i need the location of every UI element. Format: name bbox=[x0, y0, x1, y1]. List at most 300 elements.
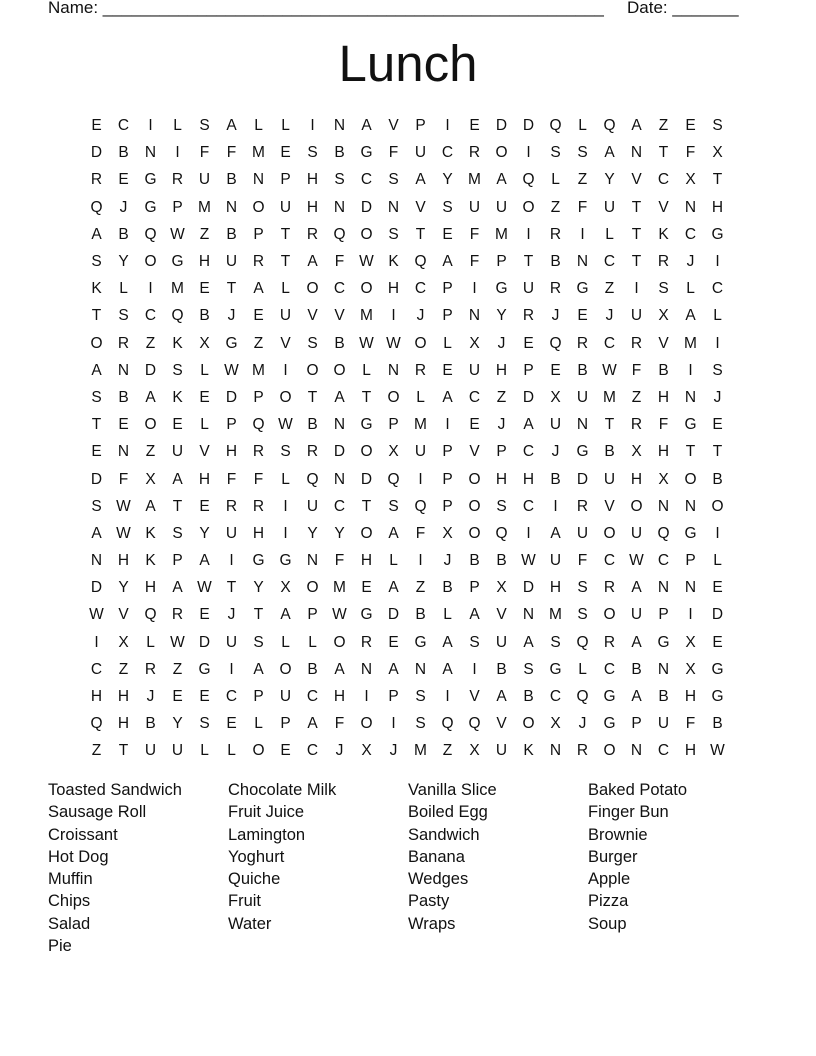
grid-letter: V bbox=[631, 171, 642, 189]
grid-letter: H bbox=[387, 280, 400, 298]
grid-letter: N bbox=[387, 361, 400, 379]
grid-letter: R bbox=[252, 443, 265, 461]
grid-letter: S bbox=[334, 171, 345, 189]
grid-letter: D bbox=[90, 579, 103, 597]
grid-letter: D bbox=[576, 470, 589, 488]
grid-letter: B bbox=[631, 660, 642, 678]
grid-letter: I bbox=[688, 606, 693, 624]
grid-letter: O bbox=[468, 470, 481, 488]
grid-letter: T bbox=[226, 579, 237, 597]
grid-letter: A bbox=[604, 144, 615, 162]
grid-letter: R bbox=[171, 606, 184, 624]
grid-letter: J bbox=[551, 307, 560, 325]
grid-letter: S bbox=[415, 715, 426, 733]
grid-letter: I bbox=[283, 524, 288, 542]
grid-letter: B bbox=[334, 334, 345, 352]
word-list-item: Banana bbox=[408, 847, 465, 866]
grid-letter: H bbox=[495, 470, 508, 488]
grid-letter: O bbox=[144, 416, 157, 434]
grid-letter: N bbox=[333, 470, 346, 488]
grid-letter: Q bbox=[495, 524, 508, 542]
grid-letter: E bbox=[253, 307, 264, 325]
word-list-item: Salad bbox=[48, 914, 91, 933]
grid-letter: S bbox=[118, 307, 129, 325]
grid-letter: V bbox=[118, 606, 129, 624]
grid-letter: K bbox=[523, 742, 534, 760]
grid-letter: Q bbox=[522, 171, 535, 189]
grid-letter: U bbox=[171, 443, 184, 461]
grid-letter: X bbox=[685, 171, 696, 189]
grid-letter: O bbox=[711, 497, 724, 515]
grid-letter: P bbox=[442, 443, 453, 461]
grid-letter: G bbox=[603, 715, 616, 733]
grid-letter: Z bbox=[91, 742, 102, 760]
grid-letter: V bbox=[469, 688, 480, 706]
grid-letter: C bbox=[603, 334, 616, 352]
grid-letter: O bbox=[306, 280, 319, 298]
grid-letter: C bbox=[306, 688, 319, 706]
grid-letter: G bbox=[360, 144, 373, 162]
grid-letter: I bbox=[364, 688, 369, 706]
grid-letter: T bbox=[523, 253, 534, 271]
grid-letter: Z bbox=[145, 443, 156, 461]
grid-letter: T bbox=[415, 225, 426, 243]
grid-letter: T bbox=[712, 443, 723, 461]
grid-letter: L bbox=[281, 280, 290, 298]
grid-row bbox=[83, 710, 731, 737]
word-list bbox=[48, 779, 768, 957]
grid-letter: I bbox=[526, 225, 531, 243]
grid-letter: E bbox=[712, 633, 723, 651]
grid-letter: H bbox=[711, 198, 724, 216]
grid-letter: H bbox=[117, 715, 130, 733]
grid-letter: H bbox=[495, 361, 508, 379]
word-list-item: Wedges bbox=[408, 870, 469, 889]
grid-letter: P bbox=[685, 552, 696, 570]
grid-letter: A bbox=[631, 633, 642, 651]
grid-letter: R bbox=[225, 497, 238, 515]
grid-letter: O bbox=[603, 606, 616, 624]
grid-letter: A bbox=[280, 606, 291, 624]
grid-letter: Q bbox=[144, 225, 157, 243]
grid-letter: W bbox=[170, 633, 185, 651]
grid-letter: B bbox=[145, 715, 156, 733]
grid-letter: T bbox=[361, 497, 372, 515]
grid-letter: A bbox=[496, 171, 507, 189]
grid-letter: A bbox=[442, 660, 453, 678]
grid-letter: I bbox=[715, 253, 720, 271]
grid-letter: S bbox=[91, 388, 102, 406]
grid-letter: I bbox=[229, 552, 234, 570]
grid-letter: L bbox=[227, 742, 236, 760]
grid-letter: Z bbox=[442, 742, 453, 760]
grid-letter: A bbox=[496, 688, 507, 706]
grid-letter: I bbox=[472, 660, 477, 678]
grid-letter: P bbox=[253, 388, 264, 406]
grid-letter: W bbox=[359, 334, 374, 352]
grid-letter: Z bbox=[118, 660, 129, 678]
grid-letter: O bbox=[360, 715, 373, 733]
grid-letter: B bbox=[334, 144, 345, 162]
grid-letter: M bbox=[414, 742, 427, 760]
grid-letter: C bbox=[468, 388, 481, 406]
grid-row bbox=[83, 601, 731, 628]
grid-letter: S bbox=[388, 171, 399, 189]
grid-letter: W bbox=[116, 524, 131, 542]
grid-letter: F bbox=[658, 416, 669, 434]
grid-letter: I bbox=[445, 688, 450, 706]
grid-letter: Y bbox=[118, 253, 129, 271]
grid-letter: M bbox=[252, 361, 265, 379]
grid-letter: W bbox=[359, 253, 374, 271]
grid-letter: A bbox=[523, 633, 534, 651]
grid-letter: I bbox=[391, 715, 396, 733]
grid-letter: S bbox=[307, 144, 318, 162]
word-list-item: Muffin bbox=[48, 870, 93, 889]
grid-letter: D bbox=[360, 198, 373, 216]
grid-letter: G bbox=[414, 633, 427, 651]
grid-letter: C bbox=[225, 688, 238, 706]
grid-letter: S bbox=[577, 144, 588, 162]
grid-letter: T bbox=[712, 171, 723, 189]
grid-letter: C bbox=[603, 552, 616, 570]
grid-letter: A bbox=[388, 579, 399, 597]
grid-letter: R bbox=[522, 307, 535, 325]
grid-letter: Z bbox=[658, 117, 669, 135]
grid-letter: W bbox=[629, 552, 644, 570]
grid-letter: E bbox=[712, 579, 723, 597]
grid-letter: R bbox=[468, 144, 481, 162]
word-list-item: Quiche bbox=[228, 870, 281, 889]
grid-letter: G bbox=[360, 606, 373, 624]
grid-letter: X bbox=[712, 144, 723, 162]
grid-letter: M bbox=[684, 334, 697, 352]
grid-letter: D bbox=[522, 388, 535, 406]
grid-letter: G bbox=[549, 660, 562, 678]
grid-letter: U bbox=[576, 388, 589, 406]
grid-letter: T bbox=[226, 280, 237, 298]
grid-row bbox=[83, 302, 731, 329]
grid-letter: P bbox=[631, 715, 642, 733]
grid-letter: H bbox=[549, 579, 562, 597]
grid-row bbox=[83, 465, 731, 492]
grid-letter: B bbox=[307, 416, 318, 434]
grid-letter: O bbox=[333, 633, 346, 651]
grid-letter: I bbox=[634, 280, 639, 298]
word-column bbox=[48, 779, 228, 957]
grid-letter: V bbox=[280, 334, 291, 352]
grid-letter: G bbox=[360, 416, 373, 434]
grid-letter: A bbox=[172, 470, 183, 488]
grid-letter: O bbox=[252, 198, 265, 216]
grid-letter: U bbox=[198, 171, 211, 189]
grid-letter: E bbox=[442, 361, 453, 379]
grid-letter: F bbox=[631, 361, 642, 379]
grid-letter: B bbox=[415, 606, 426, 624]
grid-letter: M bbox=[333, 579, 346, 597]
grid-letter: E bbox=[685, 117, 696, 135]
grid-letter: N bbox=[90, 552, 103, 570]
grid-letter: J bbox=[227, 307, 236, 325]
grid-letter: I bbox=[418, 552, 423, 570]
grid-letter: L bbox=[713, 552, 722, 570]
grid-letter: W bbox=[386, 334, 401, 352]
grid-letter: U bbox=[144, 742, 157, 760]
grid-letter: C bbox=[657, 552, 670, 570]
grid-letter: B bbox=[442, 579, 453, 597]
grid-letter: A bbox=[442, 388, 453, 406]
grid-letter: D bbox=[198, 633, 211, 651]
grid-letter: K bbox=[145, 524, 156, 542]
grid-letter: R bbox=[360, 633, 373, 651]
grid-letter: P bbox=[658, 606, 669, 624]
grid-letter: L bbox=[281, 117, 290, 135]
grid-letter: I bbox=[283, 497, 288, 515]
word-list-item: Baked Potato bbox=[588, 781, 688, 799]
grid-letter: X bbox=[685, 660, 696, 678]
grid-letter: Z bbox=[145, 334, 156, 352]
grid-letter: O bbox=[306, 579, 319, 597]
grid-letter: N bbox=[414, 660, 427, 678]
grid-letter: F bbox=[199, 144, 210, 162]
grid-letter: G bbox=[684, 524, 697, 542]
grid-letter: K bbox=[172, 334, 183, 352]
grid-letter: F bbox=[685, 715, 696, 733]
grid-letter: L bbox=[686, 280, 695, 298]
grid-letter: H bbox=[630, 470, 643, 488]
grid-letter: I bbox=[229, 660, 234, 678]
grid-letter: I bbox=[688, 361, 693, 379]
grid-letter: R bbox=[252, 497, 265, 515]
grid-letter: Y bbox=[334, 524, 345, 542]
grid-letter: C bbox=[522, 443, 535, 461]
word-list-item: Brownie bbox=[588, 825, 648, 844]
grid-letter: H bbox=[144, 579, 157, 597]
grid-letter: F bbox=[388, 144, 399, 162]
grid-letter: U bbox=[279, 307, 292, 325]
grid-letter: Y bbox=[496, 307, 507, 325]
grid-letter: R bbox=[414, 361, 427, 379]
grid-letter: V bbox=[199, 443, 210, 461]
grid-letter: O bbox=[360, 280, 373, 298]
grid-letter: N bbox=[684, 198, 697, 216]
grid-letter: Z bbox=[631, 388, 642, 406]
grid-row bbox=[83, 737, 731, 764]
grid-letter: G bbox=[576, 443, 589, 461]
grid-letter: A bbox=[469, 606, 480, 624]
grid-letter: S bbox=[280, 443, 291, 461]
grid-row bbox=[83, 139, 731, 166]
grid-letter: O bbox=[468, 497, 481, 515]
grid-letter: C bbox=[144, 307, 157, 325]
grid-letter: C bbox=[90, 660, 103, 678]
grid-letter: I bbox=[148, 280, 153, 298]
grid-letter: R bbox=[576, 497, 589, 515]
grid-letter: Q bbox=[333, 225, 346, 243]
grid-letter: D bbox=[495, 117, 508, 135]
grid-letter: Z bbox=[496, 388, 507, 406]
grid-letter: H bbox=[306, 171, 319, 189]
grid-letter: H bbox=[522, 470, 535, 488]
grid-letter: J bbox=[713, 388, 722, 406]
grid-letter: Q bbox=[576, 688, 589, 706]
grid-letter: L bbox=[254, 715, 263, 733]
grid-letter: Z bbox=[550, 198, 561, 216]
grid-letter: G bbox=[279, 552, 292, 570]
grid-letter: A bbox=[199, 552, 210, 570]
grid-letter: U bbox=[522, 280, 535, 298]
grid-letter: H bbox=[333, 688, 346, 706]
grid-letter: U bbox=[225, 524, 238, 542]
grid-letter: B bbox=[550, 470, 561, 488]
grid-letter: L bbox=[443, 606, 452, 624]
grid-letter: P bbox=[415, 117, 426, 135]
grid-letter: Y bbox=[307, 524, 318, 542]
grid-letter: R bbox=[90, 171, 103, 189]
grid-letter: N bbox=[576, 253, 589, 271]
grid-letter: N bbox=[657, 660, 670, 678]
grid-letter: X bbox=[631, 443, 642, 461]
grid-letter: N bbox=[225, 198, 238, 216]
grid-letter: U bbox=[414, 144, 427, 162]
grid-row bbox=[83, 493, 731, 520]
grid-letter: X bbox=[361, 742, 372, 760]
grid-letter: F bbox=[118, 470, 129, 488]
grid-letter: U bbox=[495, 633, 508, 651]
grid-letter: E bbox=[469, 117, 480, 135]
grid-letter: S bbox=[415, 688, 426, 706]
grid-letter: H bbox=[198, 470, 211, 488]
grid-letter: E bbox=[199, 497, 210, 515]
grid-letter: A bbox=[388, 524, 399, 542]
grid-letter: L bbox=[200, 742, 209, 760]
grid-letter: O bbox=[468, 524, 481, 542]
grid-row bbox=[83, 683, 731, 710]
grid-letter: R bbox=[549, 225, 562, 243]
grid-letter: S bbox=[172, 524, 183, 542]
grid-letter: C bbox=[549, 688, 562, 706]
grid-letter: H bbox=[306, 198, 319, 216]
grid-letter: E bbox=[523, 334, 534, 352]
grid-letter: C bbox=[360, 171, 373, 189]
grid-letter: A bbox=[388, 660, 399, 678]
grid-letter: O bbox=[414, 334, 427, 352]
grid-letter: G bbox=[252, 552, 265, 570]
grid-letter: V bbox=[496, 606, 507, 624]
grid-letter: B bbox=[469, 552, 480, 570]
grid-letter: T bbox=[280, 225, 291, 243]
grid-letter: Y bbox=[442, 171, 453, 189]
grid-letter: T bbox=[631, 253, 642, 271]
grid-letter: A bbox=[172, 579, 183, 597]
grid-letter: X bbox=[118, 633, 129, 651]
grid-letter: T bbox=[253, 606, 264, 624]
grid-letter: S bbox=[199, 117, 210, 135]
grid-letter: I bbox=[715, 334, 720, 352]
grid-letter: L bbox=[416, 388, 425, 406]
word-list-item: Chips bbox=[48, 892, 91, 911]
grid-letter: N bbox=[684, 388, 697, 406]
grid-letter: D bbox=[522, 117, 535, 135]
grid-letter: A bbox=[91, 225, 102, 243]
grid-letter: E bbox=[118, 416, 129, 434]
grid-letter: W bbox=[89, 606, 104, 624]
grid-letter: Q bbox=[90, 198, 103, 216]
word-list-item: Burger bbox=[588, 847, 638, 866]
word-list-item: Hot Dog bbox=[48, 847, 109, 866]
grid-letter: N bbox=[630, 742, 643, 760]
grid-letter: F bbox=[469, 253, 480, 271]
grid-row bbox=[83, 112, 731, 139]
grid-letter: W bbox=[521, 552, 536, 570]
grid-letter: R bbox=[306, 443, 319, 461]
grid-letter: D bbox=[144, 361, 157, 379]
grid-letter: Q bbox=[306, 470, 319, 488]
grid-letter: G bbox=[711, 660, 724, 678]
grid-letter: G bbox=[711, 688, 724, 706]
grid-letter: E bbox=[577, 307, 588, 325]
grid-letter: S bbox=[307, 334, 318, 352]
grid-letter: C bbox=[333, 280, 346, 298]
grid-letter: A bbox=[631, 579, 642, 597]
grid-letter: L bbox=[308, 633, 317, 651]
grid-letter: C bbox=[414, 280, 427, 298]
grid-letter: O bbox=[360, 524, 373, 542]
word-list-item: Vanilla Slice bbox=[408, 781, 497, 799]
grid-letter: S bbox=[172, 361, 183, 379]
grid-letter: B bbox=[496, 660, 507, 678]
grid-letter: R bbox=[144, 660, 157, 678]
grid-letter: S bbox=[388, 497, 399, 515]
grid-letter: Q bbox=[603, 117, 616, 135]
grid-letter: S bbox=[712, 117, 723, 135]
grid-letter: N bbox=[468, 307, 481, 325]
word-list-item: Water bbox=[228, 914, 272, 933]
grid-letter: O bbox=[360, 225, 373, 243]
grid-letter: J bbox=[335, 742, 344, 760]
grid-letter: A bbox=[145, 497, 156, 515]
grid-letter: J bbox=[416, 307, 425, 325]
grid-letter: I bbox=[580, 225, 585, 243]
grid-letter: F bbox=[577, 198, 588, 216]
grid-row bbox=[83, 547, 731, 574]
grid-letter: I bbox=[310, 117, 315, 135]
word-list-item: Sausage Roll bbox=[48, 803, 147, 822]
grid-letter: F bbox=[334, 552, 345, 570]
grid-letter: U bbox=[549, 552, 562, 570]
grid-letter: Q bbox=[414, 253, 427, 271]
grid-letter: O bbox=[252, 742, 265, 760]
grid-letter: K bbox=[658, 225, 669, 243]
grid-letter: T bbox=[631, 225, 642, 243]
grid-letter: Z bbox=[604, 280, 615, 298]
grid-letter: F bbox=[334, 253, 345, 271]
grid-row bbox=[83, 574, 731, 601]
grid-letter: B bbox=[577, 361, 588, 379]
grid-letter: H bbox=[90, 688, 103, 706]
grid-letter: O bbox=[522, 715, 535, 733]
grid-letter: L bbox=[281, 633, 290, 651]
grid-letter: Q bbox=[414, 497, 427, 515]
puzzle-title: Lunch bbox=[338, 35, 478, 92]
grid-letter: W bbox=[224, 361, 239, 379]
word-list-item: Lamington bbox=[228, 825, 306, 844]
grid-letter: B bbox=[307, 660, 318, 678]
word-column bbox=[228, 779, 408, 957]
grid-letter: P bbox=[442, 307, 453, 325]
grid-letter: S bbox=[442, 198, 453, 216]
grid-letter: U bbox=[225, 253, 238, 271]
